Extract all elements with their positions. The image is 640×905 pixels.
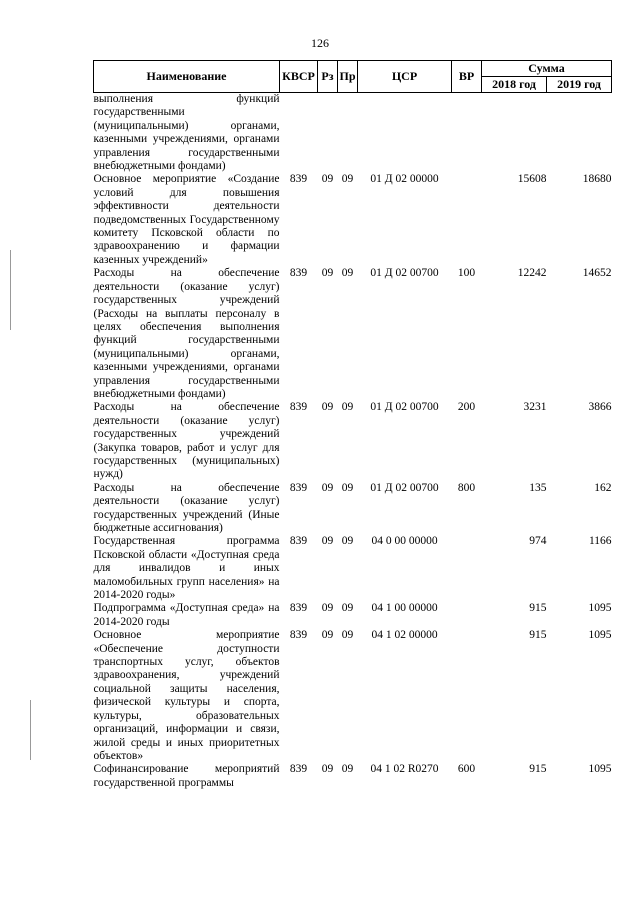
row-csr: 01 Д 02 00000 xyxy=(370,173,439,186)
row-rz: 09 xyxy=(321,629,334,642)
column-header-2018: 2018 год xyxy=(482,77,547,93)
row-rz: 09 xyxy=(321,267,334,280)
row-rz: 09 xyxy=(321,535,334,548)
row-sum-2019: 1095 xyxy=(588,602,612,615)
row-vr xyxy=(452,173,482,267)
row-rz xyxy=(318,93,338,174)
row-sum-2018: 915 xyxy=(529,629,547,642)
row-rz: 09 xyxy=(321,763,334,776)
table-row xyxy=(94,267,612,401)
row-sum-2018: 135 xyxy=(529,481,547,494)
table-row xyxy=(94,93,612,174)
table-row xyxy=(94,401,612,481)
row-pr: 09 xyxy=(341,629,354,642)
row-pr: 09 xyxy=(341,401,354,414)
table-row xyxy=(94,482,612,536)
row-sum-2018: 3231 xyxy=(523,401,547,414)
row-kvsr xyxy=(280,93,318,174)
row-name: Расходы на обеспечение деятельности (оказание услуг) государственных учреждений (Закупка товаров, работ и услуг для государственных (муниципальных) нужд) xyxy=(93,401,280,481)
row-sum-2018: 12242 xyxy=(517,267,547,280)
row-sum-2019: 1095 xyxy=(588,629,612,642)
row-csr: 04 1 02 00000 xyxy=(371,629,438,642)
scan-edge-mark xyxy=(30,700,31,760)
row-vr: 800 xyxy=(457,481,476,494)
row-sum-2019: 14652 xyxy=(582,267,612,280)
row-sum-2019: 1095 xyxy=(588,763,612,776)
row-pr: 09 xyxy=(341,481,354,494)
row-vr xyxy=(452,535,482,602)
row-kvsr: 839 xyxy=(289,629,308,642)
row-pr xyxy=(338,93,358,174)
row-sum-2018: 915 xyxy=(529,763,547,776)
row-kvsr: 839 xyxy=(289,602,308,615)
row-vr: 100 xyxy=(457,267,476,280)
row-name: Софинансирование мероприятий государственной программы xyxy=(93,763,280,789)
row-sum-2019: 1166 xyxy=(588,535,612,548)
row-name: Государственная программа Псковской области «Доступная среда для инвалидов и иных маломобильных групп населения» на 2014-2020 годы» xyxy=(93,535,280,602)
column-header-sum: Сумма xyxy=(482,61,612,77)
row-kvsr: 839 xyxy=(289,481,308,494)
table-row xyxy=(94,629,612,763)
row-pr: 09 xyxy=(341,173,354,186)
page-number: 126 xyxy=(311,36,329,50)
row-kvsr: 839 xyxy=(289,401,308,414)
row-sum-2018: 974 xyxy=(529,535,547,548)
column-header-csr: ЦСР xyxy=(358,61,452,93)
budget-table xyxy=(93,60,612,790)
row-rz: 09 xyxy=(321,602,334,615)
table-row xyxy=(94,763,612,790)
row-pr: 09 xyxy=(341,267,354,280)
row-kvsr: 839 xyxy=(289,763,308,776)
row-sum-2019: 3866 xyxy=(588,401,612,414)
row-vr xyxy=(452,629,482,763)
row-vr xyxy=(452,93,482,174)
row-pr: 09 xyxy=(341,535,354,548)
row-pr: 09 xyxy=(341,763,354,776)
table-row xyxy=(94,602,612,629)
row-csr: 04 1 00 00000 xyxy=(371,602,438,615)
row-sum-2018 xyxy=(482,93,547,174)
row-csr: 01 Д 02 00700 xyxy=(370,267,439,280)
column-header-kvsr: КВСР xyxy=(280,61,318,93)
row-sum-2019: 18680 xyxy=(582,173,612,186)
row-csr: 04 1 02 R0270 xyxy=(370,763,439,776)
row-vr: 200 xyxy=(457,401,476,414)
row-vr: 600 xyxy=(457,763,476,776)
table-row xyxy=(94,535,612,602)
row-name: Основное мероприятие «Создание условий для повышения эффективности деятельности подведомственных Государственному комитету Псковской области по здравоохранению и фармации казенных учреждений» xyxy=(93,173,280,266)
row-vr xyxy=(452,602,482,629)
table-body xyxy=(94,93,612,791)
column-header-2019: 2019 год xyxy=(547,77,612,93)
row-sum-2018: 915 xyxy=(529,602,547,615)
row-name: Расходы на обеспечение деятельности (оказание услуг) государственных учреждений (Иные бюджетные ассигнования) xyxy=(93,481,280,534)
row-rz: 09 xyxy=(321,173,334,186)
row-csr: 04 0 00 00000 xyxy=(371,535,438,548)
row-pr: 09 xyxy=(341,602,354,615)
row-kvsr: 839 xyxy=(289,173,308,186)
row-kvsr: 839 xyxy=(289,535,308,548)
row-rz: 09 xyxy=(321,481,334,494)
row-name: Основное мероприятие «Обеспечение доступности транспортных услуг, объектов здравоохранения, учреждений социальной защиты населения, физической культуры и спорта, культуры, образовательных организаций, информации и связи, жилой среды и иных приоритетных объектов» xyxy=(93,629,280,762)
column-header-name: Наименование xyxy=(94,61,280,93)
row-name: Расходы на обеспечение деятельности (оказание услуг) государственных учреждений (Расходы на выплаты персоналу в целях обеспечения выполнения функций государственными (муниципальными) органами, казенными учреждениями, органами управления государственными внебюджетными фондами) xyxy=(93,267,280,400)
row-csr: 01 Д 02 00700 xyxy=(370,481,439,494)
row-sum-2018: 15608 xyxy=(517,173,547,186)
column-header-rz: Рз xyxy=(318,61,338,93)
row-name: выполнения функций государственными (муниципальными) органами, казенными учреждениями, органами управления государственными внебюджетными фондами) xyxy=(93,93,280,173)
column-header-vr: ВР xyxy=(452,61,482,93)
row-csr xyxy=(358,93,452,174)
row-kvsr: 839 xyxy=(289,267,308,280)
row-sum-2019: 162 xyxy=(594,481,612,494)
row-sum-2019 xyxy=(547,93,612,174)
row-name: Подпрограмма «Доступная среда» на 2014-2020 годы xyxy=(93,602,280,628)
row-rz: 09 xyxy=(321,401,334,414)
scan-edge-mark xyxy=(10,250,11,330)
column-header-pr: Пр xyxy=(338,61,358,93)
table-row xyxy=(94,173,612,267)
row-csr: 01 Д 02 00700 xyxy=(370,401,439,414)
